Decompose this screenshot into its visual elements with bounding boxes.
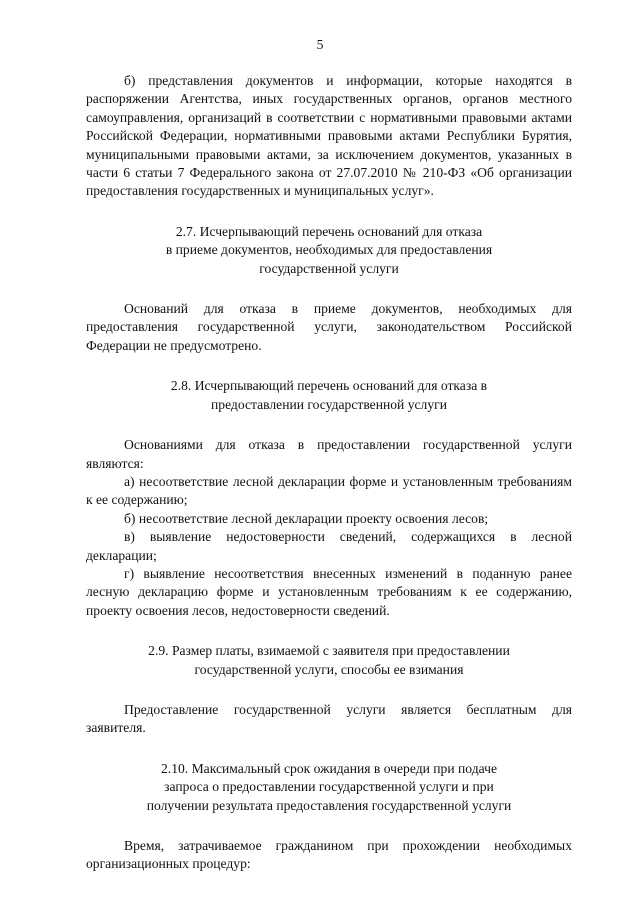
heading-line: в приеме документов, необходимых для предоставления [165,242,493,258]
list-item: б) несоответствие лесной декларации проекту освоения лесов; [124,510,489,526]
heading-line: запроса о предоставлении государственной услуги и при [164,779,494,795]
document-body [86,72,572,874]
section-heading-2-7 [86,223,572,278]
section-heading-2-10 [86,760,572,815]
heading-line: 2.7. Исчерпывающий перечень оснований для отказа [175,223,483,239]
list-item: г) выявление несоответствия внесенных изменений в поданную ранее лесную декларацию форме и установленным требованиям к ее содержанию, проекту освоения лесов, недостоверности сведений. [86,565,572,618]
paragraph-refusal-grounds-intro: Основаниями для отказа в предоставлении государственной услуги являются: [86,437,572,471]
heading-line: предоставлении государственной услуги [211,396,447,412]
heading-line: получении результата предоставления государственной услуги [146,797,512,813]
list-item: в) выявление недостоверности сведений, содержащихся в лесной декларации; [86,529,572,563]
paragraph-time-procedures: Время, затрачиваемое гражданином при прохождении необходимых организационных процедур: [86,838,572,872]
heading-line: 2.9. Размер платы, взимаемой с заявителя при предоставлении [148,643,510,659]
list-item: а) несоответствие лесной декларации форме и установленным требованиям к ее содержанию; [86,473,572,508]
heading-line: 2.8. Исчерпывающий перечень оснований для отказа в [170,378,488,394]
heading-line: государственной услуги, способы ее взимания [194,661,464,677]
paragraph-free-service: Предоставление государственной услуги является бесплатным для заявителя. [86,701,572,736]
heading-line: 2.10. Максимальный срок ожидания в очереди при подаче [161,760,497,776]
page-number: 5 [316,37,324,52]
heading-line: государственной услуги [259,260,399,276]
paragraph-b-documents: б) представления документов и информации, которые находятся в распоряжении Агентства, иных государственных органов, органов местного самоуправления, организаций в соответствии с нормативными правовыми актами Российской Федерации, нормативными правовыми актами Республики Бурятия, муниципальными правовыми актами, за исключением документов, указанных в части 6 статьи 7 Федерального закона от 27.07.2010 № 210-ФЗ «Об организации предоставления государственных и муниципальных услуг». [86,73,572,199]
paragraph-no-refusal-grounds: Оснований для отказа в приеме документов, необходимых для предоставления государственной услуги, законодательством Российской Федерации не предусмотрено. [86,301,572,353]
section-heading-2-8 [86,377,572,414]
section-heading-2-9 [86,642,572,679]
